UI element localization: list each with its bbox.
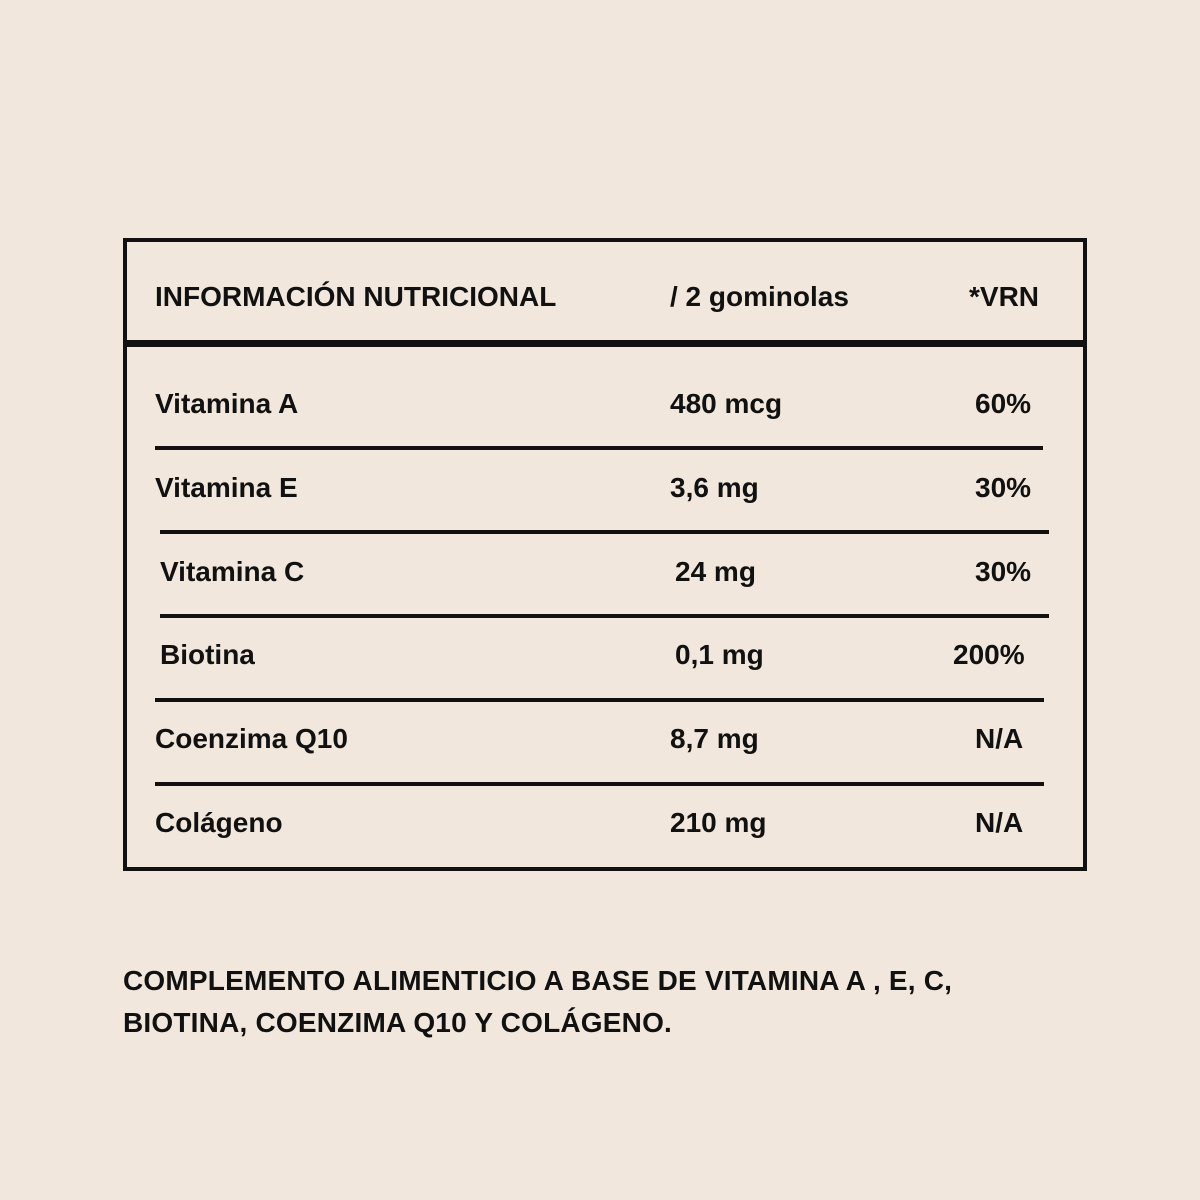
description-line-1: COMPLEMENTO ALIMENTICIO A BASE DE VITAMINA A , E, C, [123, 965, 953, 996]
table-row [127, 779, 1083, 863]
nutrient-amount: 24 mg [675, 556, 756, 587]
nutrient-vrn: 60% [975, 388, 1032, 419]
nutrient-name: Vitamina A [155, 388, 299, 419]
nutrient-amount: 3,6 mg [670, 472, 759, 503]
nutrient-amount: 0,1 mg [675, 639, 764, 670]
nutrition-table [123, 238, 1087, 871]
nutrient-name: Vitamina C [160, 556, 305, 587]
table-row [127, 528, 1083, 612]
nutrient-name: Colágeno [155, 807, 283, 838]
nutrient-name: Vitamina E [155, 472, 298, 503]
nutrient-vrn: 30% [975, 556, 1032, 587]
nutrient-vrn: 200% [953, 639, 1025, 670]
nutrient-name: Biotina [160, 639, 255, 670]
header-per-serving: / 2 gominolas [670, 281, 849, 312]
table-row [127, 444, 1083, 528]
description-line-2: BIOTINA, COENZIMA Q10 Y COLÁGENO. [123, 1007, 673, 1038]
nutrient-amount: 480 mcg [670, 388, 783, 419]
nutrient-vrn: N/A [975, 807, 1024, 838]
table-row [127, 611, 1083, 695]
table-header [127, 242, 1083, 347]
product-description [123, 960, 1083, 1044]
nutrient-vrn: 30% [975, 472, 1032, 503]
nutrient-name: Coenzima Q10 [155, 723, 348, 754]
header-title: INFORMACIÓN NUTRICIONAL [155, 281, 557, 312]
nutrient-amount: 210 mg [670, 807, 767, 838]
table-row [127, 695, 1083, 779]
nutrient-amount: 8,7 mg [670, 723, 759, 754]
header-vrn: *VRN [969, 281, 1040, 312]
nutrient-vrn: N/A [975, 723, 1024, 754]
table-row [127, 360, 1083, 444]
